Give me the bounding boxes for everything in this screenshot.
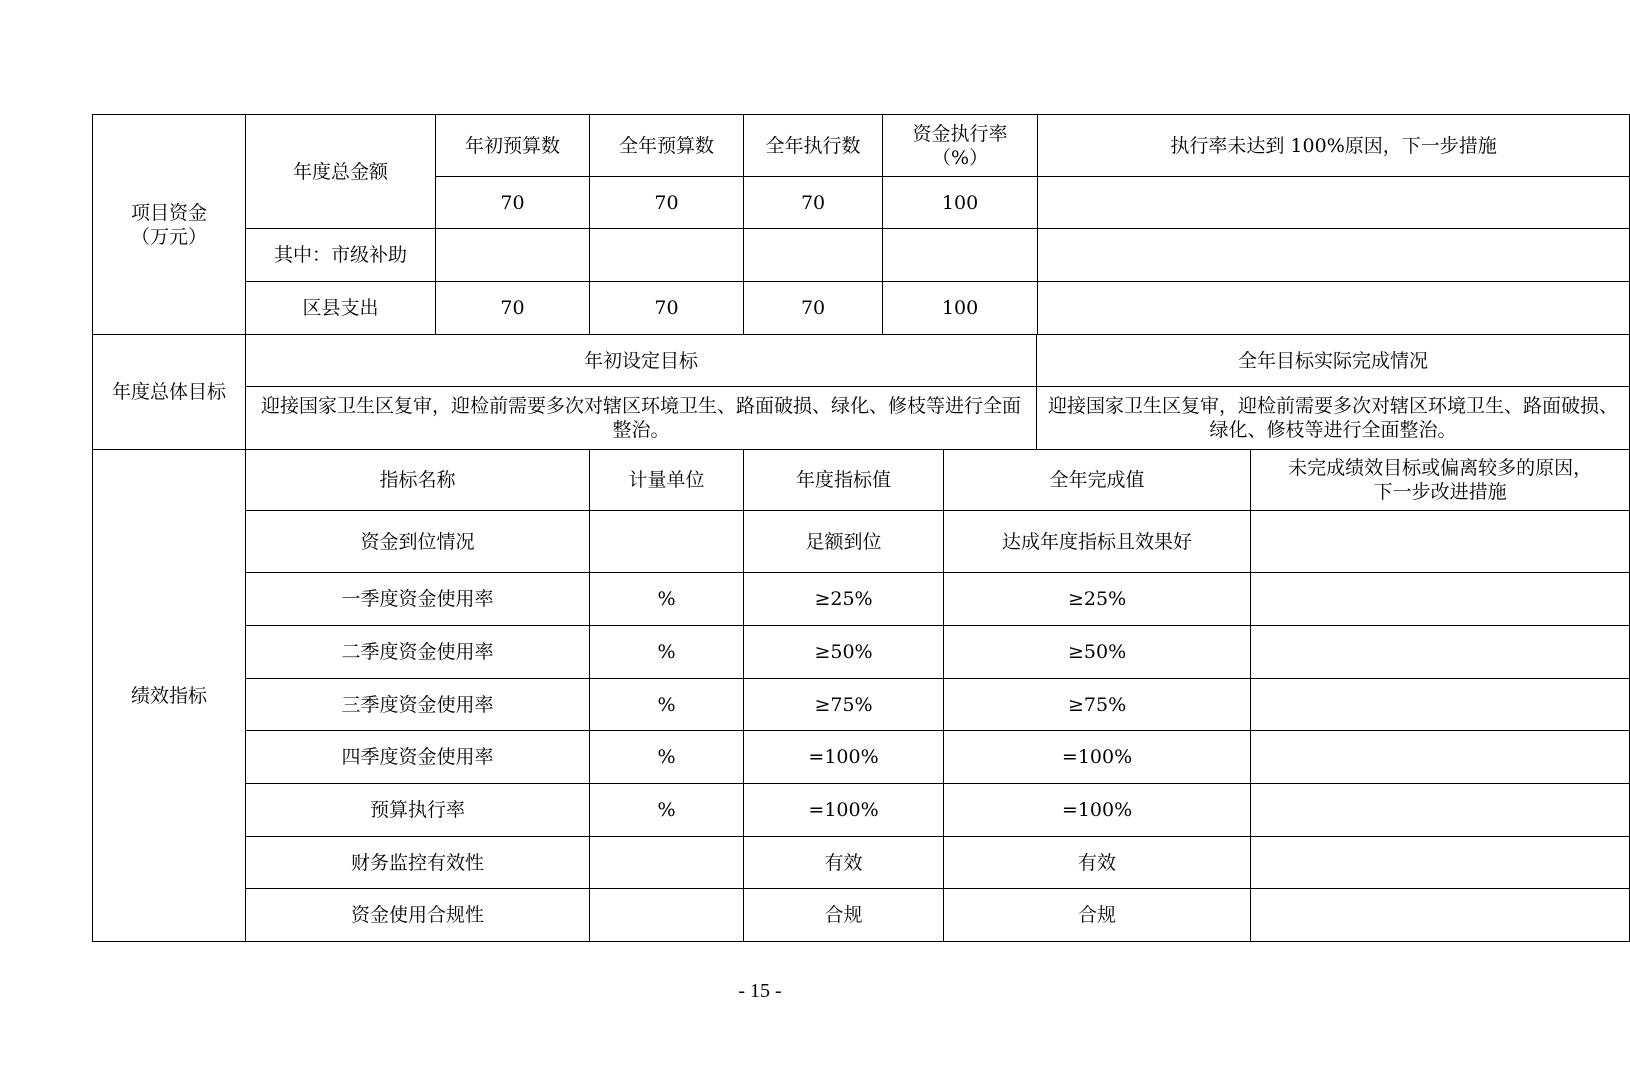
goals-initial-text: 迎接国家卫生区复审，迎检前需要多次对辖区环境卫生、路面破损、绿化、修枝等进行全面整治。 (246, 387, 1037, 450)
goals-header-row (93, 335, 1630, 387)
funds-total-reason (1038, 177, 1630, 229)
indicator-name: 财务监控有效性 (246, 837, 590, 889)
goals-actual-text: 迎接国家卫生区复审，迎检前需要多次对辖区环境卫生、路面破损、绿化、修枝等进行全面整治。 (1037, 387, 1630, 450)
indicator-row (93, 573, 1630, 626)
funds-header-execution-rate: 资金执行率 （%） (883, 115, 1038, 177)
indicator-target: =100% (744, 731, 944, 784)
indicator-row (93, 731, 1630, 784)
indicator-target: =100% (744, 784, 944, 837)
indicator-row (93, 889, 1630, 942)
indicator-header-unit: 计量单位 (590, 450, 744, 511)
indicator-header-actual: 全年完成值 (944, 450, 1251, 511)
indicator-name: 三季度资金使用率 (246, 679, 590, 731)
performance-table (92, 114, 1630, 942)
funds-district-row (93, 282, 1630, 335)
district-initial: 70 (436, 282, 590, 335)
indicator-actual: ≥25% (944, 573, 1251, 626)
funds-total-rate: 100 (883, 177, 1038, 229)
indicators-section-label: 绩效指标 (93, 450, 246, 942)
indicator-actual: =100% (944, 784, 1251, 837)
municipal-subsidy-label: 其中：市级补助 (246, 229, 436, 282)
indicator-target: 合规 (744, 889, 944, 942)
funds-header-reason: 执行率未达到 100%原因，下一步措施 (1038, 115, 1630, 177)
municipal-annual (590, 229, 744, 282)
indicator-row (93, 626, 1630, 679)
municipal-executed (744, 229, 883, 282)
indicator-reason (1251, 679, 1630, 731)
funds-total-executed: 70 (744, 177, 883, 229)
district-executed: 70 (744, 282, 883, 335)
funds-header-initial-budget: 年初预算数 (436, 115, 590, 177)
indicator-unit (590, 511, 744, 573)
indicator-actual: =100% (944, 731, 1251, 784)
indicator-target: ≥75% (744, 679, 944, 731)
indicator-actual: 达成年度指标且效果好 (944, 511, 1251, 573)
funds-total-annual: 70 (590, 177, 744, 229)
indicator-row (93, 511, 1630, 573)
goals-content-row (93, 387, 1630, 450)
district-reason (1038, 282, 1630, 335)
indicator-name: 资金使用合规性 (246, 889, 590, 942)
indicator-actual: 有效 (944, 837, 1251, 889)
goals-section-label: 年度总体目标 (93, 335, 246, 450)
indicator-unit: % (590, 626, 744, 679)
indicator-name: 预算执行率 (246, 784, 590, 837)
indicator-unit (590, 837, 744, 889)
indicator-header-reason: 未完成绩效目标或偏离较多的原因， 下一步改进措施 (1251, 450, 1630, 511)
indicator-actual: ≥75% (944, 679, 1251, 731)
indicator-actual: ≥50% (944, 626, 1251, 679)
municipal-rate (883, 229, 1038, 282)
indicator-unit: % (590, 784, 744, 837)
municipal-initial (436, 229, 590, 282)
district-rate: 100 (883, 282, 1038, 335)
funds-municipal-row (93, 229, 1630, 282)
indicator-row (93, 679, 1630, 731)
indicator-name: 一季度资金使用率 (246, 573, 590, 626)
goals-actual-header: 全年目标实际完成情况 (1037, 335, 1630, 387)
indicator-unit: % (590, 679, 744, 731)
funds-total-initial: 70 (436, 177, 590, 229)
page-number: - 15 - (738, 980, 782, 1002)
indicator-name: 四季度资金使用率 (246, 731, 590, 784)
indicator-target: ≥50% (744, 626, 944, 679)
funds-header-annual-budget: 全年预算数 (590, 115, 744, 177)
district-expense-label: 区县支出 (246, 282, 436, 335)
indicator-unit: % (590, 731, 744, 784)
indicator-actual: 合规 (944, 889, 1251, 942)
indicator-row (93, 837, 1630, 889)
indicator-name: 资金到位情况 (246, 511, 590, 573)
indicator-reason (1251, 731, 1630, 784)
funds-header-row (93, 115, 1630, 177)
indicator-reason (1251, 889, 1630, 942)
indicators-header-row (93, 450, 1630, 511)
indicator-target: 有效 (744, 837, 944, 889)
indicator-header-name: 指标名称 (246, 450, 590, 511)
indicator-name: 二季度资金使用率 (246, 626, 590, 679)
funds-section-label: 项目资金 （万元） (93, 115, 246, 335)
indicator-reason (1251, 511, 1630, 573)
indicator-row (93, 784, 1630, 837)
municipal-reason (1038, 229, 1630, 282)
indicator-header-target: 年度指标值 (744, 450, 944, 511)
indicator-reason (1251, 837, 1630, 889)
indicator-reason (1251, 573, 1630, 626)
indicator-target: ≥25% (744, 573, 944, 626)
indicator-target: 足额到位 (744, 511, 944, 573)
indicator-reason (1251, 626, 1630, 679)
indicator-reason (1251, 784, 1630, 837)
funds-header-executed: 全年执行数 (744, 115, 883, 177)
indicator-unit (590, 889, 744, 942)
indicator-unit: % (590, 573, 744, 626)
goals-initial-header: 年初设定目标 (246, 335, 1037, 387)
district-annual: 70 (590, 282, 744, 335)
total-amount-label: 年度总金额 (246, 115, 436, 229)
